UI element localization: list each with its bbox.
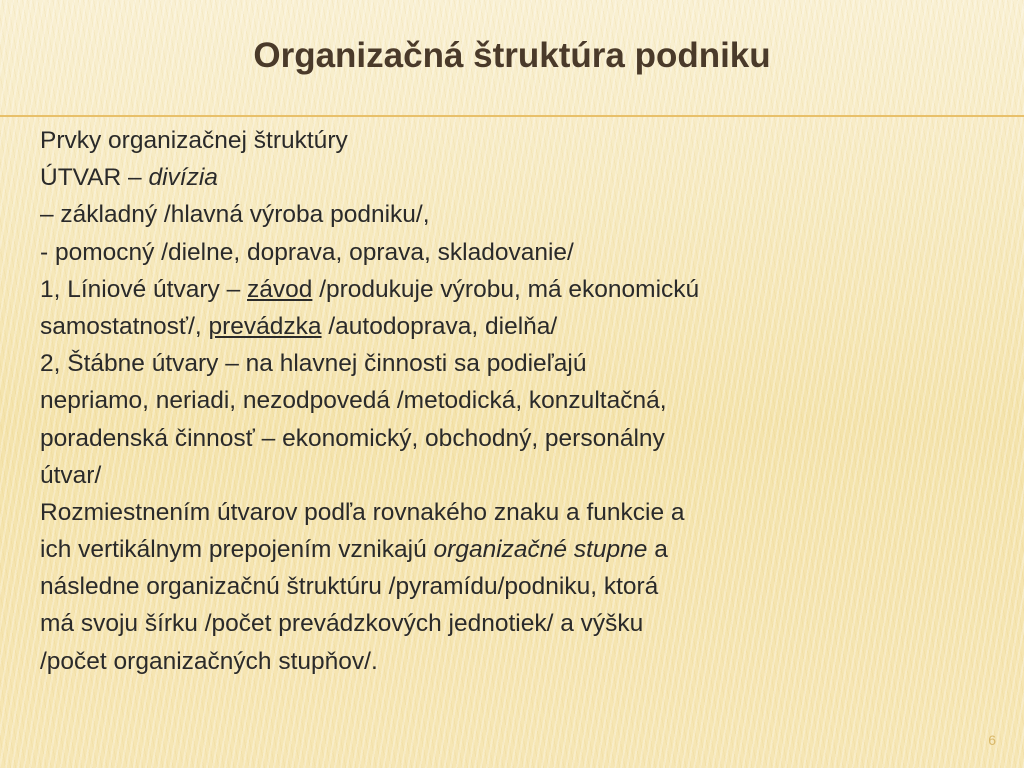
text-span: ich vertikálnym prepojením vznikajú [40, 536, 434, 564]
underlined-term-zavod: závod [247, 275, 313, 303]
body-line-4 [40, 234, 1000, 271]
text-span: samostatnosť/, [40, 312, 209, 340]
body-line-9 [40, 420, 1000, 457]
italic-term-divizia: divízia [148, 164, 218, 192]
slide-body [40, 122, 1000, 680]
body-line-13 [40, 568, 1000, 605]
text-span: – základný /hlavná výroba podniku/, [40, 201, 430, 229]
underlined-term-prevadzka: prevádzka [208, 312, 322, 340]
text-span: útvar/ [40, 461, 102, 489]
body-line-2 [40, 159, 1000, 196]
text-span: 2, Štábne útvary – na hlavnej činnosti sa podieľajú [40, 350, 587, 378]
text-span: 1, Líniové útvary – [40, 275, 248, 303]
text-span: Rozmiestnením útvarov podľa rovnakého znaku a funkcie a [40, 498, 685, 526]
slide-title: Organizačná štruktúra podniku [253, 36, 771, 75]
body-line-8 [40, 382, 1000, 419]
body-line-6 [40, 308, 1000, 345]
body-line-1 [40, 122, 1000, 159]
text-span: následne organizačnú štruktúru /pyramídu/podniku, ktorá [40, 573, 659, 601]
body-line-15 [40, 643, 1000, 680]
body-line-14 [40, 605, 1000, 642]
text-span: Prvky organizačnej štruktúry [40, 127, 348, 154]
text-span: ÚTVAR – [40, 164, 149, 192]
body-line-5 [40, 271, 1000, 308]
text-span: /počet organizačných stupňov/. [40, 647, 378, 675]
text-span: /autodoprava, dielňa/ [321, 312, 558, 340]
slide-page-number: 6 [988, 732, 996, 748]
italic-term-organizacne-stupne: organizačné stupne [433, 536, 648, 564]
text-span: a [647, 536, 668, 564]
body-line-3 [40, 196, 1000, 233]
body-line-11 [40, 494, 1000, 531]
title-divider [0, 115, 1024, 117]
text-span: /produkuje výrobu, má ekonomickú [312, 275, 700, 303]
body-line-12 [40, 531, 1000, 568]
text-span: má svoju šírku /počet prevádzkových jednotiek/ a výšku [40, 610, 644, 638]
body-line-10 [40, 457, 1000, 494]
body-line-7 [40, 345, 1000, 382]
text-span: - pomocný /dielne, doprava, oprava, skladovanie/ [40, 238, 574, 266]
text-span: nepriamo, neriadi, nezodpovedá /metodická, konzultačná, [40, 387, 667, 415]
text-span: poradenská činnosť – ekonomický, obchodný, personálny [40, 424, 665, 452]
